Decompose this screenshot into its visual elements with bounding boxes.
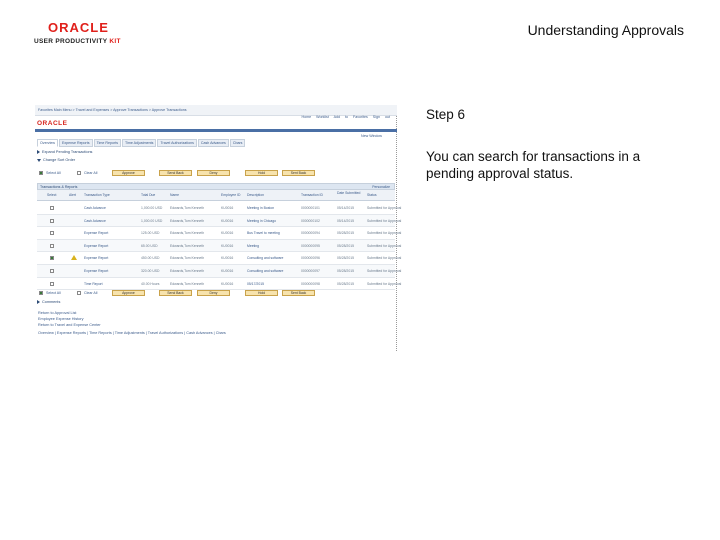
row-select-checkbox[interactable] <box>50 231 54 235</box>
cell-emp: KU0016 <box>221 256 234 261</box>
expand-pending-label: Expand Pending Transactions <box>42 150 93 154</box>
step-label: Step 6 <box>426 107 466 122</box>
col-employee-id[interactable]: Employee ID <box>221 193 241 197</box>
cell-status: Submitted for Approval <box>367 206 402 210</box>
comments-label: Comments <box>42 300 61 304</box>
cell-txn: 0000000098 <box>301 281 320 286</box>
oracle-wordmark: ORACLE <box>48 20 109 35</box>
select-all-checkbox-bottom[interactable] <box>39 291 43 295</box>
cell-txn: 0000000102 <box>301 218 320 223</box>
upk-wordmark <box>34 38 121 45</box>
upk-label: USER PRODUCTIVITY <box>34 38 108 45</box>
grid-header <box>37 190 395 201</box>
cell-desc[interactable]: Consulting and software <box>247 256 284 261</box>
expand-pending-section[interactable] <box>37 150 92 157</box>
cell-type[interactable]: Expense Report <box>84 256 109 261</box>
cell-type[interactable]: Time Report <box>84 281 103 286</box>
cell-name: Edwards,Tom Kenneth <box>170 243 205 248</box>
cell-txn: 0000000095 <box>301 243 320 248</box>
tab-bar <box>37 139 245 147</box>
col-total-due[interactable]: Total Due <box>141 193 156 197</box>
cell-name: Edwards,Tom Kenneth <box>170 256 205 261</box>
alert-warning-icon <box>71 255 77 260</box>
cell-status: Submitted for Approval <box>367 269 402 273</box>
clear-all-checkbox-bottom[interactable] <box>77 291 81 295</box>
hold-button-top[interactable]: Hold <box>245 170 278 176</box>
cell-emp: KU0016 <box>221 269 234 273</box>
col-transaction-type[interactable]: Transaction Type <box>84 193 110 197</box>
cell-emp: KU0016 <box>221 281 234 286</box>
cell-total: 1,000.00 USD <box>141 218 163 223</box>
cell-status: Submitted for Approval <box>367 256 402 261</box>
cell-type[interactable]: Expense Report <box>84 269 109 273</box>
comments-section[interactable] <box>37 300 60 307</box>
select-all-label-bottom[interactable]: Select All <box>46 291 61 295</box>
cell-emp: KU0016 <box>221 243 234 248</box>
bottom-action-row <box>37 289 395 297</box>
col-description[interactable]: Description <box>247 193 264 197</box>
top-action-row <box>37 169 395 177</box>
mini-oracle-logo: ORACLE <box>37 120 68 127</box>
col-name[interactable]: Name <box>170 193 180 197</box>
col-status[interactable]: Status <box>367 193 377 197</box>
cell-total: 65.00 USD <box>141 243 158 248</box>
cell-emp: KU0016 <box>221 231 234 236</box>
row-select-checkbox[interactable] <box>50 256 54 260</box>
clear-all-label-bottom[interactable]: Clear All <box>84 291 98 295</box>
upk-kit-label: KIT <box>109 38 121 45</box>
cell-type[interactable]: Cash Advance <box>84 218 106 223</box>
transactions-grid-title <box>37 183 395 190</box>
personalize-link[interactable]: Personalize <box>372 185 390 189</box>
cell-name: Edwards,Tom Kenneth <box>170 269 205 273</box>
cell-txn: 0000000094 <box>301 231 320 236</box>
expand-triangle-icon <box>37 150 40 154</box>
table-row <box>37 227 402 240</box>
cell-date: 05/28/2015 <box>337 269 354 273</box>
cell-name: Edwards,Tom Kenneth <box>170 231 205 236</box>
cell-txn: 0000000096 <box>301 256 320 261</box>
approve-button-top[interactable]: Approve <box>112 170 145 176</box>
sent-back-button-bottom[interactable]: Sent Back <box>282 290 315 296</box>
approval-screenshot <box>35 105 402 351</box>
tab-travel-authorizations[interactable]: Travel Authorizations <box>157 139 196 147</box>
return-travel-center-link[interactable]: Return to Travel and Expense Center <box>38 323 101 327</box>
col-select[interactable]: Select <box>47 193 57 197</box>
clear-all-checkbox[interactable] <box>77 171 81 175</box>
cell-name: Edwards,Tom Kenneth <box>170 206 205 210</box>
table-row <box>37 240 402 253</box>
cell-date: 05/28/2015 <box>337 256 354 261</box>
row-select-checkbox[interactable] <box>50 244 54 248</box>
grid-title-text: Transactions & Reports <box>40 185 78 189</box>
tab-overview[interactable]: Overview <box>37 139 58 147</box>
row-select-checkbox[interactable] <box>50 206 54 210</box>
cell-type[interactable]: Expense Report <box>84 231 109 236</box>
cell-date: 05/14/2015 <box>337 218 354 223</box>
sent-back-button-top[interactable]: Sent Back <box>282 170 315 176</box>
approve-button-bottom[interactable]: Approve <box>112 290 145 296</box>
tab-cash-advances[interactable]: Cash Advances <box>198 139 229 147</box>
return-approval-list-link[interactable]: Return to Approval List <box>38 311 77 315</box>
cell-total: 450.00 USD <box>141 256 160 261</box>
cell-type[interactable]: Expense Report <box>84 243 109 248</box>
footer-tab-links[interactable]: Overview | Expense Reports | Time Reports | Time Adjustments | Travel Authorizations | Cash Advances | Cbars <box>38 331 226 335</box>
cell-status: Submitted for Approval <box>367 231 402 236</box>
select-all-checkbox[interactable] <box>39 171 43 175</box>
table-row <box>37 265 402 278</box>
table-row <box>37 215 402 228</box>
tab-cbars[interactable]: Cbars <box>230 139 246 147</box>
cell-status: Submitted for Approval <box>367 218 402 223</box>
send-back-button-bottom[interactable]: Send Back <box>159 290 192 296</box>
cell-total: 1,000.00 USD <box>141 206 163 210</box>
cell-date: 05/28/2015 <box>337 231 354 236</box>
cell-total: 320.00 USD <box>141 269 160 273</box>
cell-status: Submitted for Approval <box>367 281 402 286</box>
hold-button-bottom[interactable]: Hold <box>245 290 278 296</box>
header-divider <box>35 129 397 132</box>
change-sort-section[interactable] <box>37 158 75 165</box>
row-select-checkbox[interactable] <box>50 269 54 273</box>
clear-all-label[interactable]: Clear All <box>84 171 98 175</box>
cell-name: Edwards,Tom Kenneth <box>170 281 205 286</box>
new-window-link[interactable]: New Window <box>361 134 382 138</box>
cell-emp: KU0016 <box>221 218 234 223</box>
col-transaction-id[interactable]: Transaction ID <box>301 193 323 197</box>
send-back-button-top[interactable]: Send Back <box>159 170 192 176</box>
cell-total: 125.00 USD <box>141 231 160 236</box>
cell-desc[interactable]: Meeting <box>247 243 260 248</box>
cell-type[interactable]: Cash Advance <box>84 206 106 210</box>
deny-button-top[interactable]: Deny <box>197 170 230 176</box>
cell-date: 05/28/2015 <box>337 243 354 248</box>
tab-time-adjustments[interactable]: Time Adjustments <box>122 139 156 147</box>
cell-emp: KU0016 <box>221 206 234 210</box>
step-description: You can search for transactions in a pending approval status. <box>426 149 641 181</box>
header-links[interactable]: Home Worklist Add to Favorites Sign out <box>301 115 390 119</box>
employee-expense-history-link[interactable]: Employee Expense History <box>38 317 84 321</box>
cell-name: Edwards,Tom Kenneth <box>170 218 205 223</box>
col-date-submitted[interactable]: Date Submitted <box>337 191 361 195</box>
cell-desc[interactable]: Bus Travel to meeting <box>247 231 280 236</box>
breadcrumb[interactable]: Favorites Main Menu > Travel and Expenses > Approve Transactions > Approve Transactions <box>38 108 187 112</box>
collapse-triangle-icon <box>37 159 41 162</box>
select-all-label[interactable]: Select All <box>46 171 61 175</box>
col-alert[interactable]: Alert <box>69 193 76 197</box>
deny-button-bottom[interactable]: Deny <box>197 290 230 296</box>
cell-desc[interactable]: Meeting in Boston <box>247 206 275 210</box>
cell-date: 05/28/2015 <box>337 281 354 286</box>
cell-txn: 0000000097 <box>301 269 320 273</box>
tab-time-reports[interactable]: Time Reports <box>94 139 121 147</box>
cell-status: Submitted for Approval <box>367 243 402 248</box>
row-select-checkbox[interactable] <box>50 282 54 286</box>
slide-title: Understanding Approvals <box>527 22 684 38</box>
cell-desc[interactable]: Meeting in Chicago <box>247 218 277 223</box>
cell-date: 05/14/2015 <box>337 206 354 210</box>
row-select-checkbox[interactable] <box>50 219 54 223</box>
cell-desc[interactable]: 05/17/2015 <box>247 281 264 286</box>
cell-txn: 0000000101 <box>301 206 320 210</box>
tab-expense-reports[interactable]: Expense Reports <box>59 139 93 147</box>
change-sort-label: Change Sort Order <box>43 158 76 162</box>
table-row <box>37 202 402 215</box>
table-row <box>37 252 402 265</box>
cell-desc[interactable]: Consulting and software <box>247 269 284 273</box>
oracle-upk-logo <box>34 20 126 50</box>
cell-total: 40.00 Hours <box>141 281 160 286</box>
expand-triangle-icon <box>37 300 40 304</box>
